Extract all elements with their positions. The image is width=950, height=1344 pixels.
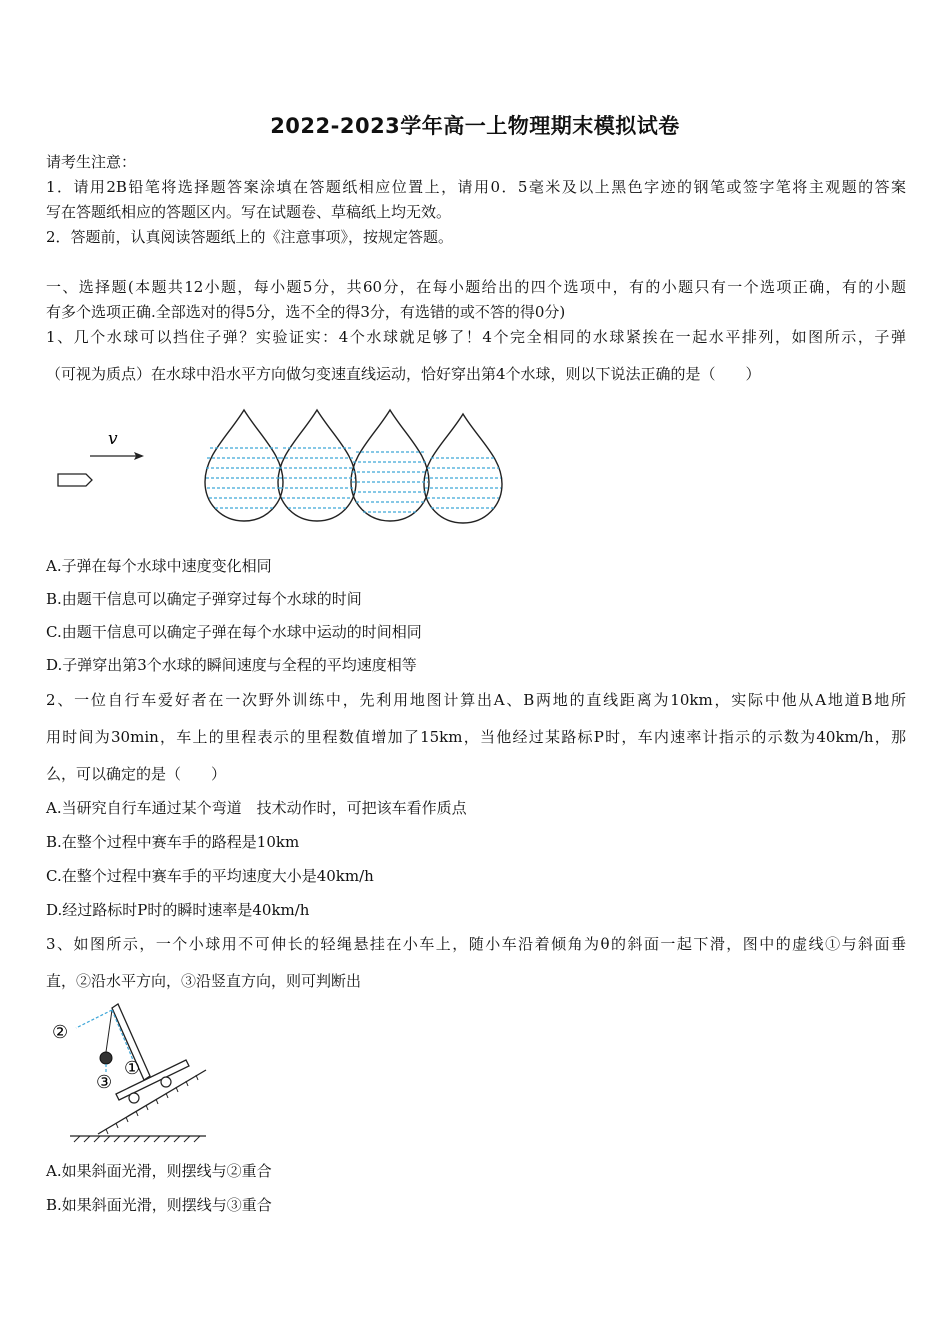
water-dashes — [206, 448, 501, 512]
q3-label-1: ① — [124, 1058, 141, 1079]
q2-option-c: C.在整个过程中赛车手的平均速度大小是40km/h — [46, 867, 374, 885]
notice-heading: 请考生注意： — [46, 153, 137, 171]
velocity-arrow-icon — [90, 452, 144, 460]
q2-stem-line3: 么，可以确定的是（ ） — [46, 765, 227, 783]
q1-velocity-label: v — [108, 429, 118, 449]
q3-figure-cart-on-incline — [46, 998, 226, 1143]
q2-option-a: A.当研究自行车通过某个弯道 技术动作时，可把该车看作质点 — [46, 799, 467, 817]
notice-item-1: 1．请用2B铅笔将选择题答案涂填在答题纸相应位置上，请用0．5毫米及以上黑色字迹的钢笔或签字笔将主观题的答案 — [46, 178, 906, 196]
q1-option-a: A.子弹在每个水球中速度变化相同 — [46, 557, 272, 575]
water-ball-1 — [205, 410, 283, 521]
section-heading: 一、选择题(本题共12小题，每小题5分，共60分，在每小题给出的四个选项中，有的小题只有一个选项正确，有的小题 — [46, 278, 906, 296]
q1-stem-line1: 1、几个水球可以挡住子弹？实验证实：4个水球就足够了！4个完全相同的水球紧挨在一起水平排列，如图所示，子弹 — [46, 328, 906, 346]
q3-stem-line2: 直，②沿水平方向，③沿竖直方向，则可判断出 — [46, 972, 362, 990]
q1-option-c: C.由题干信息可以确定子弹在每个水球中运动的时间相同 — [46, 623, 422, 641]
q1-option-d: D.子弹穿出第3个水球的瞬间速度与全程的平均速度相等 — [46, 656, 417, 674]
q1-option-b: B.由题干信息可以确定子弹穿过每个水球的时间 — [46, 590, 362, 608]
q2-stem-line2: 用时间为30min，车上的里程表示的里程数值增加了15km，当他经过某路标P时，车内速率计指示的示数为40km/h，那 — [46, 728, 906, 746]
section-heading-cont: 有多个选项正确.全部选对的得5分，选不全的得3分，有选错的或不答的得0分) — [46, 303, 566, 321]
q3-stem-line1: 3、如图所示，一个小球用不可伸长的轻绳悬挂在小车上，随小车沿着倾角为θ的斜面一起下滑，图中的虚线①与斜面垂 — [46, 935, 906, 953]
q2-option-d: D.经过路标时P时的瞬时速率是40km/h — [46, 901, 310, 919]
q3-label-2: ② — [52, 1022, 69, 1043]
notice-item-2: 2．答题前，认真阅读答题纸上的《注意事项》，按规定答题。 — [46, 228, 454, 246]
page-title: 2022-2023学年高一上物理期末模拟试卷 — [270, 114, 680, 138]
q1-figure-water-balls — [50, 400, 510, 528]
q3-option-a: A.如果斜面光滑，则摆线与②重合 — [46, 1162, 272, 1180]
water-ball-3 — [351, 410, 429, 521]
q3-option-b: B.如果斜面光滑，则摆线与③重合 — [46, 1196, 272, 1214]
q2-option-b: B.在整个过程中赛车手的路程是10km — [46, 833, 300, 851]
bullet-icon — [58, 474, 92, 486]
q1-stem-line2: （可视为质点）在水球中沿水平方向做匀变速直线运动，恰好穿出第4个水球，则以下说法正确的是（ ） — [46, 365, 761, 383]
q3-label-3: ③ — [96, 1072, 113, 1093]
notice-item-1-cont: 写在答题纸相应的答题区内。写在试题卷、草稿纸上均无效。 — [46, 203, 452, 221]
water-ball-2 — [278, 410, 356, 521]
q2-stem-line1: 2、一位自行车爱好者在一次野外训练中，先利用地图计算出A、B两地的直线距离为10km，实际中他从A地道B地所 — [46, 691, 906, 709]
